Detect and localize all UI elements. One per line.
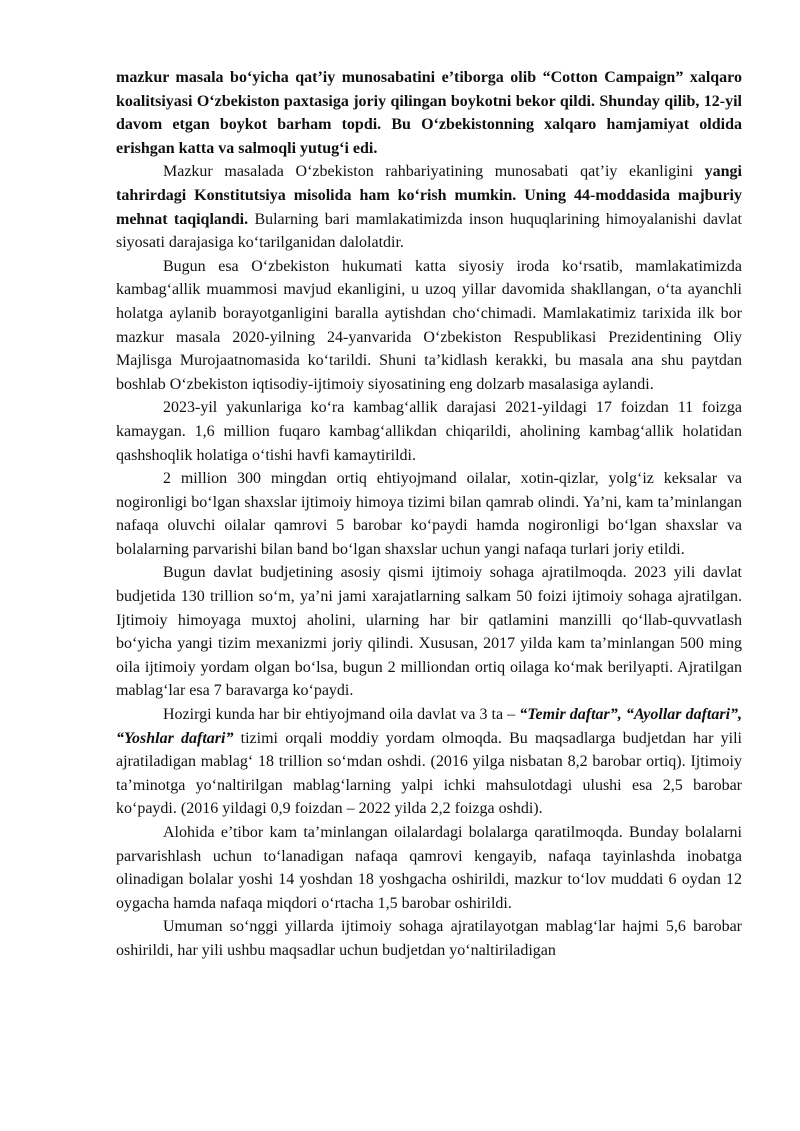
- text-run: Umuman so‘nggi yillarda ijtimoiy sohaga ajratilayotgan mablag‘lar hajmi 5,6 barobar oshirildi, har yili ushbu maqsadlar uchun budjetdan yo‘naltiriladigan: [116, 918, 742, 959]
- text-run: Mazkur masalada O‘zbekiston rahbariyatining munosabati qat’iy ekanligini: [163, 163, 705, 181]
- paragraph-6: [116, 561, 742, 703]
- paragraph-3: [116, 255, 742, 397]
- text-run: Alohida e’tibor kam ta’minlangan oilalardagi bolalarga qaratilmoqda. Bunday bolalarni parvarishlash uchun to‘lanadigan nafaqa qamrovi kengayib, nafaqa tayinlashda inobatga olinadigan bolalar yoshi 14 yoshdan 18 yoshgacha oshirildi, mazkur to‘lov muddati 6 oydan 12 oygacha hamda nafaqa miqdori o‘rtacha 1,5 barobar oshirildi.: [116, 824, 742, 912]
- paragraph-1: [116, 66, 742, 160]
- paragraph-8: [116, 821, 742, 915]
- text-run-bold-italic: “Temir daftar”, “Ayollar daftari”, “Yoshlar daftari”: [116, 706, 743, 747]
- text-run: Hozirgi kunda har bir ehtiyojmand oila davlat va 3 ta –: [163, 706, 520, 724]
- paragraph-4: [116, 396, 742, 467]
- paragraph-7: [116, 703, 742, 821]
- text-run: Bularning bari mamlakatimizda inson huquqlarining himoyalanishi davlat siyosati darajasiga ko‘tarilganidan dalolatdir.: [116, 210, 742, 252]
- text-run: mazkur masala bo‘yicha qat’iy munosabatini e’tiborga olib “Cotton Campaign” xalqaro koalitsiyasi O‘zbekiston paxtasiga joriy qilingan boykotni bekor qildi. Shunday qilib, 12-yil davom etgan boykot barham topdi. Bu O‘zbekistonning xalqaro hamjamiyat oldida erishgan katta va salmoqli yutug‘i edi.: [116, 69, 742, 157]
- document-page: [116, 66, 742, 963]
- text-run: Bugun davlat budjetining asosiy qismi ijtimoiy sohaga ajratilmoqda. 2023 yili davlat budjetida 130 trillion so‘m, ya’ni jami xarajatlarning salkam 50 foizi ijtimoiy sohaga ajratilgan. Ijtimoiy himoyaga muxtoj aholini, ularning har bir qatlamini manzilli qo‘llab-quvvatlash bo‘yicha yangi tizim mexanizmi joriy qilindi. Xususan, 2017 yilda kam ta’minlangan 500 ming oila ijtimoiy yordam olgan bo‘lsa, bugun 2 milliondan ortiq oilaga ko‘mak berilyapti. Ajratilgan mablag‘lar esa 7 baravarga ko‘paydi.: [116, 564, 742, 700]
- paragraph-5: [116, 467, 742, 561]
- paragraph-9: [116, 915, 742, 962]
- text-run: 2 million 300 mingdan ortiq ehtiyojmand oilalar, xotin-qizlar, yolg‘iz keksalar va nogironligi bo‘lgan shaxslar ijtimoiy himoya tizimi bilan qamrab olindi. Ya’ni, kam ta’minlangan nafaqa oluvchi oilalar qamrovi 5 barobar ko‘paydi hamda nogironligi bo‘lgan shaxslar va bolalarning parvarishi bilan band bo‘lgan shaxslar uchun yangi nafaqa turlari joriy etildi.: [116, 470, 742, 558]
- paragraph-2: [116, 160, 742, 254]
- text-run: Bugun esa O‘zbekiston hukumati katta siyosiy iroda ko‘rsatib, mamlakatimizda kambag‘allik muammosi mavjud ekanligini, u uzoq yillar davomida shakllangan, o‘ta ayanchli holatga aylanib borayotganligini baralla aytishdan cho‘chimadi. Mamlakatimiz tarixida ilk bor mazkur masala 2020-yilning 24-yanvarida O‘zbekiston Respublikasi Prezidentining Oliy Majlisga Murojaatnomasida ko‘tarildi. Shuni ta’kidlash kerakki, bu masala ana shu paytdan boshlab O‘zbekiston iqtisodiy-ijtimoiy siyosatining eng dolzarb masalasiga aylandi.: [116, 257, 742, 393]
- text-run: tizimi orqali moddiy yordam olmoqda. Bu maqsadlarga budjetdan har yili ajratiladigan mablag‘ 18 trillion so‘mdan oshdi. (2016 yilga nisbatan 8,2 barobar ortiq). Ijtimoiy ta’minotga yo‘naltirilgan mablag‘larning yalpi ichki mahsulotdagi ulushi esa 2,5 barobar ko‘paydi. (2016 yildagi 0,9 foizdan – 2022 yilda 2,2 foizga oshdi).: [116, 729, 742, 818]
- text-run-bold: yangi tahrirdagi Konstitutsiya misolida ham ko‘rish mumkin. Uning 44-moddasida majburiy mehnat taqiqlandi.: [116, 163, 742, 228]
- text-run: 2023-yil yakunlariga ko‘ra kambag‘allik darajasi 2021-yildagi 17 foizdan 11 foizga kamaygan. 1,6 million fuqaro kambag‘allikdan chiqarildi, aholining kambag‘allik holatidan qashshoqlik holatiga o‘tishi havfi kamaytirildi.: [116, 399, 742, 464]
